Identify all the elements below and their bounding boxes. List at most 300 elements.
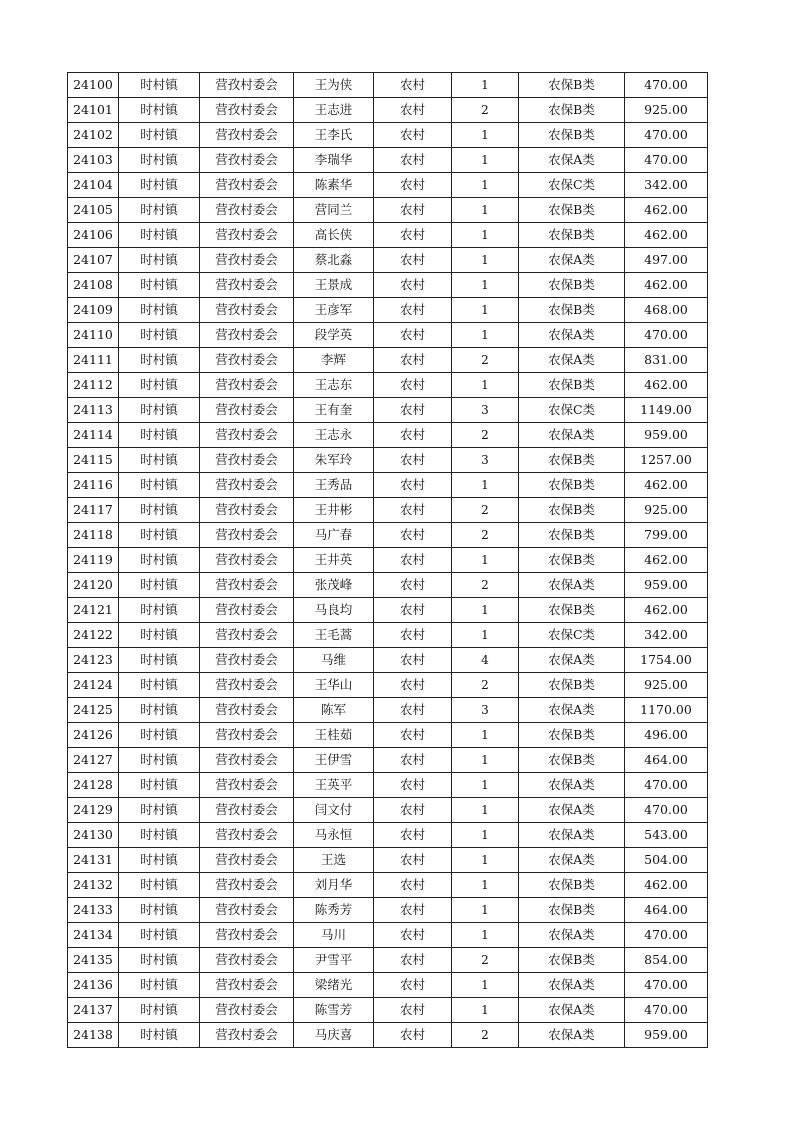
amount-cell: 831.00 xyxy=(625,348,708,373)
record-id-cell: 24115 xyxy=(68,448,119,473)
village-committee-cell: 营孜村委会 xyxy=(200,98,294,123)
town-cell: 时村镇 xyxy=(119,898,200,923)
town-cell: 时村镇 xyxy=(119,448,200,473)
amount-cell: 1257.00 xyxy=(625,448,708,473)
town-cell: 时村镇 xyxy=(119,573,200,598)
table-row xyxy=(68,673,708,698)
name-cell: 陈秀芳 xyxy=(294,898,374,923)
area-type-cell: 农村 xyxy=(374,873,452,898)
household-size-cell: 1 xyxy=(452,923,519,948)
village-committee-cell: 营孜村委会 xyxy=(200,273,294,298)
insurance-class-cell: 农保A类 xyxy=(519,973,625,998)
name-cell: 王井彬 xyxy=(294,498,374,523)
name-cell: 马永恒 xyxy=(294,823,374,848)
insurance-class-cell: 农保B类 xyxy=(519,523,625,548)
insurance-class-cell: 农保A类 xyxy=(519,923,625,948)
area-type-cell: 农村 xyxy=(374,648,452,673)
town-cell: 时村镇 xyxy=(119,423,200,448)
record-id-cell: 24122 xyxy=(68,623,119,648)
household-size-cell: 1 xyxy=(452,848,519,873)
table-row xyxy=(68,473,708,498)
insurance-class-cell: 农保A类 xyxy=(519,848,625,873)
amount-cell: 462.00 xyxy=(625,223,708,248)
insurance-class-cell: 农保B类 xyxy=(519,723,625,748)
record-id-cell: 24108 xyxy=(68,273,119,298)
record-id-cell: 24129 xyxy=(68,798,119,823)
record-id-cell: 24135 xyxy=(68,948,119,973)
household-size-cell: 3 xyxy=(452,698,519,723)
village-committee-cell: 营孜村委会 xyxy=(200,323,294,348)
record-id-cell: 24100 xyxy=(68,73,119,98)
household-size-cell: 1 xyxy=(452,123,519,148)
village-committee-cell: 营孜村委会 xyxy=(200,148,294,173)
insurance-class-cell: 农保B类 xyxy=(519,873,625,898)
insurance-class-cell: 农保A类 xyxy=(519,998,625,1023)
amount-cell: 925.00 xyxy=(625,673,708,698)
insurance-class-cell: 农保A类 xyxy=(519,648,625,673)
record-id-cell: 24109 xyxy=(68,298,119,323)
insurance-class-cell: 农保B类 xyxy=(519,548,625,573)
table-row xyxy=(68,248,708,273)
insurance-class-cell: 农保B类 xyxy=(519,273,625,298)
table-row xyxy=(68,398,708,423)
amount-cell: 543.00 xyxy=(625,823,708,848)
household-size-cell: 2 xyxy=(452,1023,519,1048)
name-cell: 张茂峰 xyxy=(294,573,374,598)
village-committee-cell: 营孜村委会 xyxy=(200,848,294,873)
town-cell: 时村镇 xyxy=(119,298,200,323)
amount-cell: 462.00 xyxy=(625,598,708,623)
area-type-cell: 农村 xyxy=(374,698,452,723)
insurance-class-cell: 农保B类 xyxy=(519,473,625,498)
table-row xyxy=(68,873,708,898)
household-size-cell: 2 xyxy=(452,498,519,523)
town-cell: 时村镇 xyxy=(119,873,200,898)
name-cell: 王伊雪 xyxy=(294,748,374,773)
village-committee-cell: 营孜村委会 xyxy=(200,498,294,523)
table-row xyxy=(68,323,708,348)
household-size-cell: 2 xyxy=(452,673,519,698)
village-committee-cell: 营孜村委会 xyxy=(200,698,294,723)
village-committee-cell: 营孜村委会 xyxy=(200,248,294,273)
household-size-cell: 1 xyxy=(452,773,519,798)
amount-cell: 854.00 xyxy=(625,948,708,973)
amount-cell: 925.00 xyxy=(625,498,708,523)
table-row xyxy=(68,273,708,298)
household-size-cell: 1 xyxy=(452,823,519,848)
town-cell: 时村镇 xyxy=(119,548,200,573)
area-type-cell: 农村 xyxy=(374,348,452,373)
name-cell: 朱军玲 xyxy=(294,448,374,473)
insurance-class-cell: 农保B类 xyxy=(519,98,625,123)
table-row xyxy=(68,548,708,573)
area-type-cell: 农村 xyxy=(374,273,452,298)
town-cell: 时村镇 xyxy=(119,473,200,498)
table-row xyxy=(68,598,708,623)
amount-cell: 470.00 xyxy=(625,973,708,998)
table-row xyxy=(68,698,708,723)
record-id-cell: 24138 xyxy=(68,1023,119,1048)
name-cell: 王英平 xyxy=(294,773,374,798)
household-size-cell: 1 xyxy=(452,598,519,623)
record-id-cell: 24106 xyxy=(68,223,119,248)
record-id-cell: 24124 xyxy=(68,673,119,698)
table-row xyxy=(68,148,708,173)
table-row xyxy=(68,123,708,148)
town-cell: 时村镇 xyxy=(119,373,200,398)
household-size-cell: 1 xyxy=(452,623,519,648)
record-id-cell: 24103 xyxy=(68,148,119,173)
insurance-class-cell: 农保B类 xyxy=(519,748,625,773)
record-id-cell: 24136 xyxy=(68,973,119,998)
insurance-class-cell: 农保A类 xyxy=(519,773,625,798)
area-type-cell: 农村 xyxy=(374,923,452,948)
village-committee-cell: 营孜村委会 xyxy=(200,298,294,323)
record-id-cell: 24104 xyxy=(68,173,119,198)
name-cell: 王桂茹 xyxy=(294,723,374,748)
name-cell: 蔡北淼 xyxy=(294,248,374,273)
household-size-cell: 2 xyxy=(452,98,519,123)
village-committee-cell: 营孜村委会 xyxy=(200,523,294,548)
table-row xyxy=(68,198,708,223)
insurance-class-cell: 农保A类 xyxy=(519,323,625,348)
insurance-class-cell: 农保B类 xyxy=(519,673,625,698)
amount-cell: 799.00 xyxy=(625,523,708,548)
table-row xyxy=(68,173,708,198)
area-type-cell: 农村 xyxy=(374,298,452,323)
table-row xyxy=(68,923,708,948)
name-cell: 王毛蒿 xyxy=(294,623,374,648)
town-cell: 时村镇 xyxy=(119,773,200,798)
insurance-class-cell: 农保B类 xyxy=(519,198,625,223)
town-cell: 时村镇 xyxy=(119,798,200,823)
household-size-cell: 1 xyxy=(452,548,519,573)
insurance-class-cell: 农保A类 xyxy=(519,248,625,273)
area-type-cell: 农村 xyxy=(374,548,452,573)
name-cell: 段学英 xyxy=(294,323,374,348)
town-cell: 时村镇 xyxy=(119,823,200,848)
name-cell: 王景成 xyxy=(294,273,374,298)
insurance-class-cell: 农保A类 xyxy=(519,1023,625,1048)
record-id-cell: 24133 xyxy=(68,898,119,923)
insurance-class-cell: 农保C类 xyxy=(519,623,625,648)
record-id-cell: 24119 xyxy=(68,548,119,573)
village-committee-cell: 营孜村委会 xyxy=(200,573,294,598)
insurance-class-cell: 农保C类 xyxy=(519,398,625,423)
town-cell: 时村镇 xyxy=(119,273,200,298)
name-cell: 李瑞华 xyxy=(294,148,374,173)
town-cell: 时村镇 xyxy=(119,323,200,348)
village-committee-cell: 营孜村委会 xyxy=(200,998,294,1023)
area-type-cell: 农村 xyxy=(374,748,452,773)
household-size-cell: 1 xyxy=(452,373,519,398)
household-size-cell: 1 xyxy=(452,748,519,773)
amount-cell: 1754.00 xyxy=(625,648,708,673)
name-cell: 闫文付 xyxy=(294,798,374,823)
amount-cell: 462.00 xyxy=(625,273,708,298)
name-cell: 马庆喜 xyxy=(294,1023,374,1048)
household-size-cell: 1 xyxy=(452,323,519,348)
village-committee-cell: 营孜村委会 xyxy=(200,173,294,198)
area-type-cell: 农村 xyxy=(374,448,452,473)
area-type-cell: 农村 xyxy=(374,223,452,248)
name-cell: 马良均 xyxy=(294,598,374,623)
town-cell: 时村镇 xyxy=(119,198,200,223)
record-id-cell: 24128 xyxy=(68,773,119,798)
name-cell: 王为侠 xyxy=(294,73,374,98)
amount-cell: 470.00 xyxy=(625,148,708,173)
village-committee-cell: 营孜村委会 xyxy=(200,598,294,623)
amount-cell: 497.00 xyxy=(625,248,708,273)
village-committee-cell: 营孜村委会 xyxy=(200,973,294,998)
household-size-cell: 2 xyxy=(452,948,519,973)
table-row xyxy=(68,623,708,648)
village-committee-cell: 营孜村委会 xyxy=(200,723,294,748)
amount-cell: 462.00 xyxy=(625,873,708,898)
village-committee-cell: 营孜村委会 xyxy=(200,948,294,973)
town-cell: 时村镇 xyxy=(119,98,200,123)
record-id-cell: 24101 xyxy=(68,98,119,123)
insurance-class-cell: 农保A类 xyxy=(519,698,625,723)
table-row xyxy=(68,423,708,448)
table-row xyxy=(68,98,708,123)
record-id-cell: 24127 xyxy=(68,748,119,773)
amount-cell: 464.00 xyxy=(625,898,708,923)
record-id-cell: 24113 xyxy=(68,398,119,423)
town-cell: 时村镇 xyxy=(119,748,200,773)
area-type-cell: 农村 xyxy=(374,723,452,748)
household-size-cell: 1 xyxy=(452,973,519,998)
village-committee-cell: 营孜村委会 xyxy=(200,873,294,898)
insurance-class-cell: 农保A类 xyxy=(519,348,625,373)
name-cell: 王志进 xyxy=(294,98,374,123)
household-size-cell: 1 xyxy=(452,473,519,498)
beneficiary-table xyxy=(67,72,708,1048)
household-size-cell: 2 xyxy=(452,523,519,548)
record-id-cell: 24116 xyxy=(68,473,119,498)
name-cell: 陈素华 xyxy=(294,173,374,198)
area-type-cell: 农村 xyxy=(374,523,452,548)
area-type-cell: 农村 xyxy=(374,623,452,648)
household-size-cell: 1 xyxy=(452,223,519,248)
insurance-class-cell: 农保B类 xyxy=(519,598,625,623)
table-body xyxy=(68,73,708,1048)
amount-cell: 470.00 xyxy=(625,323,708,348)
amount-cell: 462.00 xyxy=(625,473,708,498)
amount-cell: 462.00 xyxy=(625,548,708,573)
table-row xyxy=(68,723,708,748)
table-row xyxy=(68,348,708,373)
name-cell: 梁绪光 xyxy=(294,973,374,998)
table-row xyxy=(68,798,708,823)
town-cell: 时村镇 xyxy=(119,348,200,373)
record-id-cell: 24120 xyxy=(68,573,119,598)
area-type-cell: 农村 xyxy=(374,198,452,223)
household-size-cell: 1 xyxy=(452,198,519,223)
town-cell: 时村镇 xyxy=(119,598,200,623)
table-row xyxy=(68,948,708,973)
record-id-cell: 24123 xyxy=(68,648,119,673)
amount-cell: 959.00 xyxy=(625,423,708,448)
area-type-cell: 农村 xyxy=(374,673,452,698)
amount-cell: 470.00 xyxy=(625,923,708,948)
household-size-cell: 3 xyxy=(452,448,519,473)
table-row xyxy=(68,448,708,473)
insurance-class-cell: 农保B类 xyxy=(519,898,625,923)
insurance-class-cell: 农保A类 xyxy=(519,573,625,598)
record-id-cell: 24137 xyxy=(68,998,119,1023)
village-committee-cell: 营孜村委会 xyxy=(200,448,294,473)
insurance-class-cell: 农保B类 xyxy=(519,123,625,148)
record-id-cell: 24102 xyxy=(68,123,119,148)
area-type-cell: 农村 xyxy=(374,848,452,873)
area-type-cell: 农村 xyxy=(374,498,452,523)
town-cell: 时村镇 xyxy=(119,998,200,1023)
name-cell: 刘月华 xyxy=(294,873,374,898)
name-cell: 王李氏 xyxy=(294,123,374,148)
name-cell: 王有奎 xyxy=(294,398,374,423)
household-size-cell: 2 xyxy=(452,573,519,598)
town-cell: 时村镇 xyxy=(119,698,200,723)
amount-cell: 468.00 xyxy=(625,298,708,323)
amount-cell: 464.00 xyxy=(625,748,708,773)
area-type-cell: 农村 xyxy=(374,423,452,448)
amount-cell: 342.00 xyxy=(625,173,708,198)
amount-cell: 470.00 xyxy=(625,73,708,98)
insurance-class-cell: 农保A类 xyxy=(519,823,625,848)
name-cell: 营同兰 xyxy=(294,198,374,223)
town-cell: 时村镇 xyxy=(119,398,200,423)
amount-cell: 959.00 xyxy=(625,1023,708,1048)
village-committee-cell: 营孜村委会 xyxy=(200,1023,294,1048)
area-type-cell: 农村 xyxy=(374,123,452,148)
table-row xyxy=(68,973,708,998)
area-type-cell: 农村 xyxy=(374,598,452,623)
household-size-cell: 1 xyxy=(452,798,519,823)
amount-cell: 959.00 xyxy=(625,573,708,598)
household-size-cell: 1 xyxy=(452,148,519,173)
village-committee-cell: 营孜村委会 xyxy=(200,73,294,98)
table-row xyxy=(68,773,708,798)
name-cell: 王志永 xyxy=(294,423,374,448)
household-size-cell: 1 xyxy=(452,723,519,748)
name-cell: 马川 xyxy=(294,923,374,948)
village-committee-cell: 营孜村委会 xyxy=(200,898,294,923)
record-id-cell: 24121 xyxy=(68,598,119,623)
amount-cell: 470.00 xyxy=(625,998,708,1023)
table-row xyxy=(68,748,708,773)
household-size-cell: 1 xyxy=(452,298,519,323)
insurance-class-cell: 农保B类 xyxy=(519,298,625,323)
area-type-cell: 农村 xyxy=(374,948,452,973)
area-type-cell: 农村 xyxy=(374,148,452,173)
record-id-cell: 24105 xyxy=(68,198,119,223)
village-committee-cell: 营孜村委会 xyxy=(200,623,294,648)
household-size-cell: 1 xyxy=(452,248,519,273)
record-id-cell: 24110 xyxy=(68,323,119,348)
record-id-cell: 24134 xyxy=(68,923,119,948)
amount-cell: 470.00 xyxy=(625,123,708,148)
town-cell: 时村镇 xyxy=(119,948,200,973)
household-size-cell: 4 xyxy=(452,648,519,673)
insurance-class-cell: 农保B类 xyxy=(519,73,625,98)
insurance-class-cell: 农保B类 xyxy=(519,948,625,973)
insurance-class-cell: 农保A类 xyxy=(519,798,625,823)
table-row xyxy=(68,498,708,523)
area-type-cell: 农村 xyxy=(374,898,452,923)
insurance-class-cell: 农保B类 xyxy=(519,498,625,523)
household-size-cell: 1 xyxy=(452,873,519,898)
town-cell: 时村镇 xyxy=(119,498,200,523)
area-type-cell: 农村 xyxy=(374,998,452,1023)
area-type-cell: 农村 xyxy=(374,823,452,848)
household-size-cell: 1 xyxy=(452,273,519,298)
amount-cell: 342.00 xyxy=(625,623,708,648)
town-cell: 时村镇 xyxy=(119,73,200,98)
area-type-cell: 农村 xyxy=(374,798,452,823)
town-cell: 时村镇 xyxy=(119,123,200,148)
amount-cell: 496.00 xyxy=(625,723,708,748)
name-cell: 尹雪平 xyxy=(294,948,374,973)
record-id-cell: 24132 xyxy=(68,873,119,898)
name-cell: 王秀品 xyxy=(294,473,374,498)
record-id-cell: 24112 xyxy=(68,373,119,398)
record-id-cell: 24118 xyxy=(68,523,119,548)
name-cell: 陈军 xyxy=(294,698,374,723)
table-row xyxy=(68,298,708,323)
name-cell: 李辉 xyxy=(294,348,374,373)
table-row xyxy=(68,648,708,673)
area-type-cell: 农村 xyxy=(374,173,452,198)
table-row xyxy=(68,73,708,98)
record-id-cell: 24125 xyxy=(68,698,119,723)
village-committee-cell: 营孜村委会 xyxy=(200,648,294,673)
table-row xyxy=(68,373,708,398)
village-committee-cell: 营孜村委会 xyxy=(200,473,294,498)
household-size-cell: 1 xyxy=(452,998,519,1023)
table-row xyxy=(68,1023,708,1048)
town-cell: 时村镇 xyxy=(119,1023,200,1048)
town-cell: 时村镇 xyxy=(119,248,200,273)
village-committee-cell: 营孜村委会 xyxy=(200,923,294,948)
table-row xyxy=(68,523,708,548)
town-cell: 时村镇 xyxy=(119,673,200,698)
village-committee-cell: 营孜村委会 xyxy=(200,348,294,373)
town-cell: 时村镇 xyxy=(119,973,200,998)
record-id-cell: 24117 xyxy=(68,498,119,523)
town-cell: 时村镇 xyxy=(119,723,200,748)
village-committee-cell: 营孜村委会 xyxy=(200,423,294,448)
name-cell: 陈雪芳 xyxy=(294,998,374,1023)
village-committee-cell: 营孜村委会 xyxy=(200,748,294,773)
record-id-cell: 24114 xyxy=(68,423,119,448)
name-cell: 马维 xyxy=(294,648,374,673)
village-committee-cell: 营孜村委会 xyxy=(200,823,294,848)
village-committee-cell: 营孜村委会 xyxy=(200,223,294,248)
village-committee-cell: 营孜村委会 xyxy=(200,548,294,573)
amount-cell: 925.00 xyxy=(625,98,708,123)
household-size-cell: 1 xyxy=(452,73,519,98)
record-id-cell: 24126 xyxy=(68,723,119,748)
area-type-cell: 农村 xyxy=(374,398,452,423)
area-type-cell: 农村 xyxy=(374,73,452,98)
household-size-cell: 3 xyxy=(452,398,519,423)
village-committee-cell: 营孜村委会 xyxy=(200,398,294,423)
record-id-cell: 24107 xyxy=(68,248,119,273)
name-cell: 王志东 xyxy=(294,373,374,398)
name-cell: 王彦军 xyxy=(294,298,374,323)
amount-cell: 470.00 xyxy=(625,773,708,798)
